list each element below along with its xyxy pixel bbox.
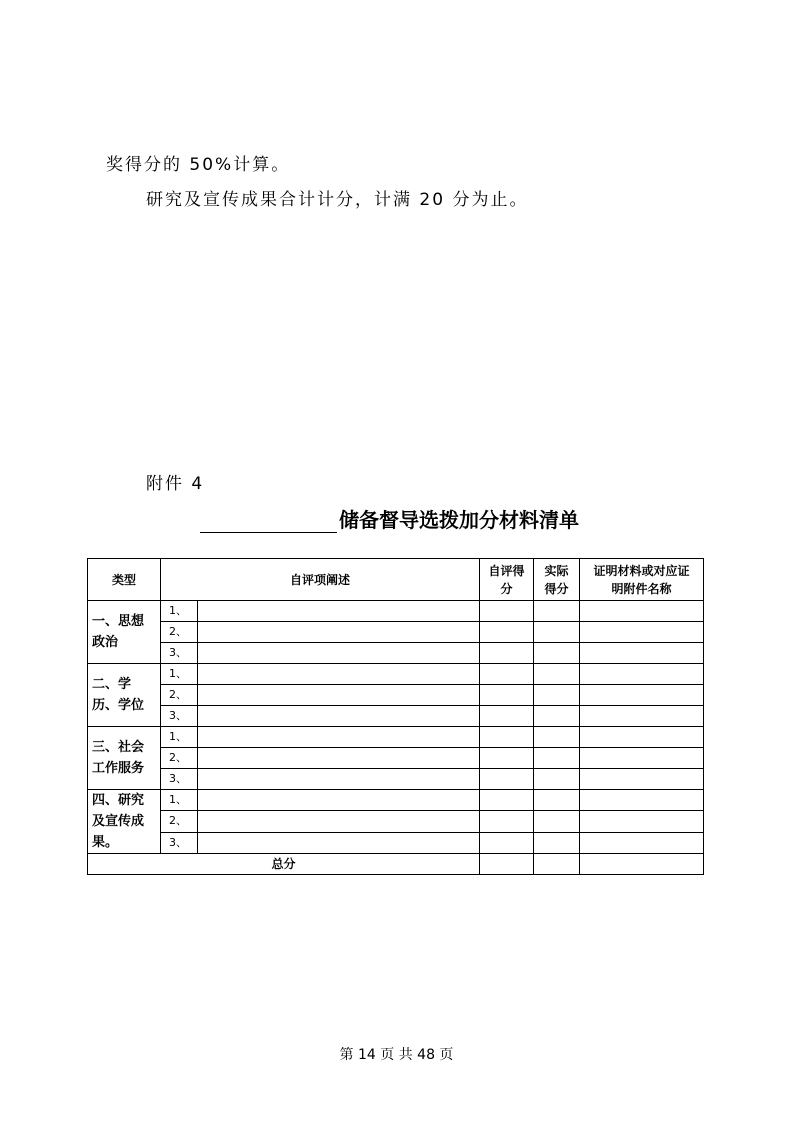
row-number: 3、 — [161, 643, 198, 664]
actual-score-cell[interactable] — [534, 601, 580, 622]
header-desc: 自评项阐述 — [161, 559, 480, 601]
actual-score-cell[interactable] — [534, 832, 580, 853]
actual-score-cell[interactable] — [534, 706, 580, 727]
desc-cell[interactable] — [198, 832, 480, 853]
table-row — [88, 727, 704, 748]
page-footer: 第 14 页 共 48 页 — [339, 1047, 454, 1063]
proof-cell[interactable] — [580, 832, 704, 853]
table-row — [88, 643, 704, 664]
paragraph-line-2: 研究及宣传成果合计计分，计满 20 分为止。 — [146, 190, 529, 210]
proof-cell[interactable] — [580, 727, 704, 748]
desc-cell[interactable] — [198, 622, 480, 643]
self-score-cell[interactable] — [480, 832, 534, 853]
desc-cell[interactable] — [198, 664, 480, 685]
table-row — [88, 685, 704, 706]
actual-score-cell[interactable] — [534, 748, 580, 769]
table-row — [88, 832, 704, 853]
self-score-cell[interactable] — [480, 769, 534, 790]
actual-score-cell[interactable] — [534, 811, 580, 832]
table-header-row — [88, 559, 704, 601]
row-number: 2、 — [161, 622, 198, 643]
table-row — [88, 769, 704, 790]
row-number: 2、 — [161, 685, 198, 706]
category-cell: 二、学历、学位 — [88, 664, 161, 727]
self-score-cell[interactable] — [480, 664, 534, 685]
desc-cell[interactable] — [198, 706, 480, 727]
proof-cell[interactable] — [580, 685, 704, 706]
self-score-cell[interactable] — [480, 643, 534, 664]
proof-cell[interactable] — [580, 706, 704, 727]
title-text: 储备督导选拨加分材料清单 — [339, 508, 579, 532]
row-number: 1、 — [161, 790, 198, 811]
total-self-score-cell[interactable] — [480, 854, 534, 875]
self-score-cell[interactable] — [480, 748, 534, 769]
proof-cell[interactable] — [580, 601, 704, 622]
self-score-cell[interactable] — [480, 601, 534, 622]
header-type: 类型 — [88, 559, 161, 601]
table-row — [88, 811, 704, 832]
attachment-label: 附件 4 — [146, 474, 205, 494]
table-row — [88, 706, 704, 727]
materials-table — [87, 558, 704, 875]
actual-score-cell[interactable] — [534, 727, 580, 748]
proof-cell[interactable] — [580, 790, 704, 811]
self-score-cell[interactable] — [480, 790, 534, 811]
self-score-cell[interactable] — [480, 811, 534, 832]
header-proof: 证明材料或对应证明附件名称 — [580, 559, 704, 601]
self-score-cell[interactable] — [480, 706, 534, 727]
actual-score-cell[interactable] — [534, 769, 580, 790]
proof-cell[interactable] — [580, 769, 704, 790]
document-title — [200, 504, 579, 533]
proof-cell[interactable] — [580, 811, 704, 832]
table-row — [88, 664, 704, 685]
self-score-cell[interactable] — [480, 727, 534, 748]
desc-cell[interactable] — [198, 790, 480, 811]
actual-score-cell[interactable] — [534, 622, 580, 643]
actual-score-cell[interactable] — [534, 685, 580, 706]
table-row — [88, 790, 704, 811]
actual-score-cell[interactable] — [534, 643, 580, 664]
row-number: 1、 — [161, 664, 198, 685]
row-number: 3、 — [161, 769, 198, 790]
proof-cell[interactable] — [580, 748, 704, 769]
title-blank-underline — [200, 512, 337, 533]
row-number: 2、 — [161, 748, 198, 769]
row-number: 2、 — [161, 811, 198, 832]
total-row — [88, 854, 704, 875]
desc-cell[interactable] — [198, 601, 480, 622]
desc-cell[interactable] — [198, 727, 480, 748]
row-number: 1、 — [161, 601, 198, 622]
table-row — [88, 622, 704, 643]
self-score-cell[interactable] — [480, 622, 534, 643]
desc-cell[interactable] — [198, 685, 480, 706]
row-number: 3、 — [161, 706, 198, 727]
total-actual-score-cell[interactable] — [534, 854, 580, 875]
self-score-cell[interactable] — [480, 685, 534, 706]
table-row — [88, 748, 704, 769]
category-cell: 四、研究及宣传成果。 — [88, 790, 161, 854]
paragraph-line-1: 奖得分的 50%计算。 — [106, 155, 291, 175]
category-cell: 三、社会工作服务 — [88, 727, 161, 790]
header-actual-score: 实际得分 — [534, 559, 580, 601]
header-self-score: 自评得分 — [480, 559, 534, 601]
proof-cell[interactable] — [580, 664, 704, 685]
total-proof-cell[interactable] — [580, 854, 704, 875]
table-row — [88, 601, 704, 622]
row-number: 3、 — [161, 832, 198, 853]
proof-cell[interactable] — [580, 643, 704, 664]
row-number: 1、 — [161, 727, 198, 748]
proof-cell[interactable] — [580, 622, 704, 643]
desc-cell[interactable] — [198, 643, 480, 664]
desc-cell[interactable] — [198, 811, 480, 832]
actual-score-cell[interactable] — [534, 664, 580, 685]
desc-cell[interactable] — [198, 748, 480, 769]
category-cell: 一、思想政治 — [88, 601, 161, 664]
total-label: 总分 — [88, 854, 480, 875]
actual-score-cell[interactable] — [534, 790, 580, 811]
desc-cell[interactable] — [198, 769, 480, 790]
